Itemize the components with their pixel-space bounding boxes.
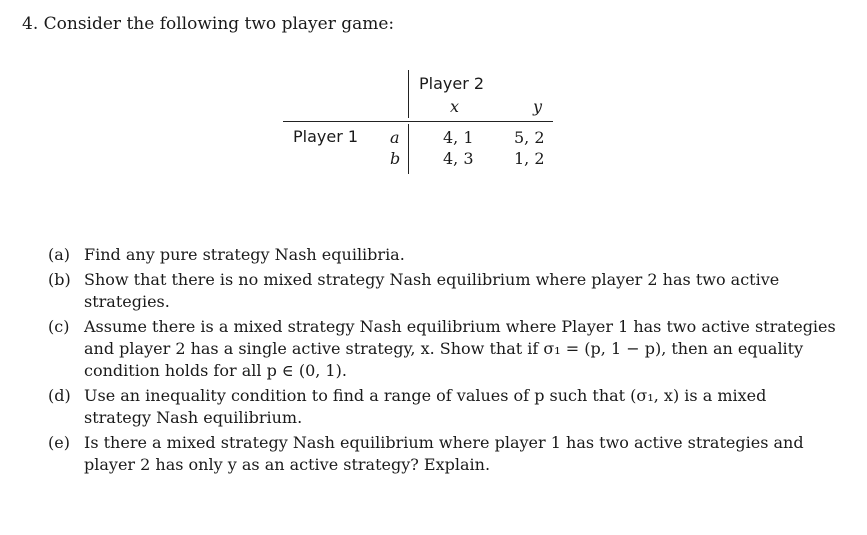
table-vertical-divider-top <box>408 70 409 118</box>
question-part-e <box>48 432 838 476</box>
player2-label: Player 2 <box>419 74 485 93</box>
payoff-b-x: 4, 3 <box>443 149 474 168</box>
question-part-b <box>48 269 838 313</box>
question-part-d <box>48 385 838 429</box>
part-text: Is there a mixed strategy Nash equilibrium where player 1 has two active strategies and player 2 has only y as an active strategy? Explain. <box>84 433 804 474</box>
part-label: (a) <box>48 245 71 264</box>
part-text: Assume there is a mixed strategy Nash equilibrium where Player 1 has two active strategies and player 2 has a single active strategy, x. Show that if σ₁ = (p, 1 − p), then an equality condition holds for all p ∈ (0, 1). <box>84 317 836 380</box>
player1-label: Player 1 <box>293 127 359 146</box>
payoff-a-y: 5, 2 <box>514 128 545 147</box>
question-parts <box>48 244 838 479</box>
row-label-a: a <box>390 128 400 147</box>
question-part-a <box>48 244 838 266</box>
part-text: Use an inequality condition to find a range of values of p such that (σ₁, x) is a mixed strategy Nash equilibrium. <box>84 386 767 427</box>
part-text: Show that there is no mixed strategy Nash equilibrium where player 2 has two active strategies. <box>84 270 780 311</box>
column-label-y: y <box>533 97 543 116</box>
part-label: (b) <box>48 270 71 289</box>
table-vertical-divider-bottom <box>408 124 409 174</box>
payoff-matrix <box>283 70 553 182</box>
problem-heading: 4. Consider the following two player game: <box>22 14 395 34</box>
payoff-a-x: 4, 1 <box>443 128 474 147</box>
part-text: Find any pure strategy Nash equilibria. <box>84 245 405 264</box>
part-label: (e) <box>48 433 70 452</box>
part-label: (c) <box>48 317 70 336</box>
question-part-c <box>48 316 838 382</box>
payoff-b-y: 1, 2 <box>514 149 545 168</box>
table-horizontal-divider <box>283 121 553 122</box>
part-label: (d) <box>48 386 71 405</box>
row-label-b: b <box>390 149 401 168</box>
column-label-x: x <box>450 97 460 116</box>
